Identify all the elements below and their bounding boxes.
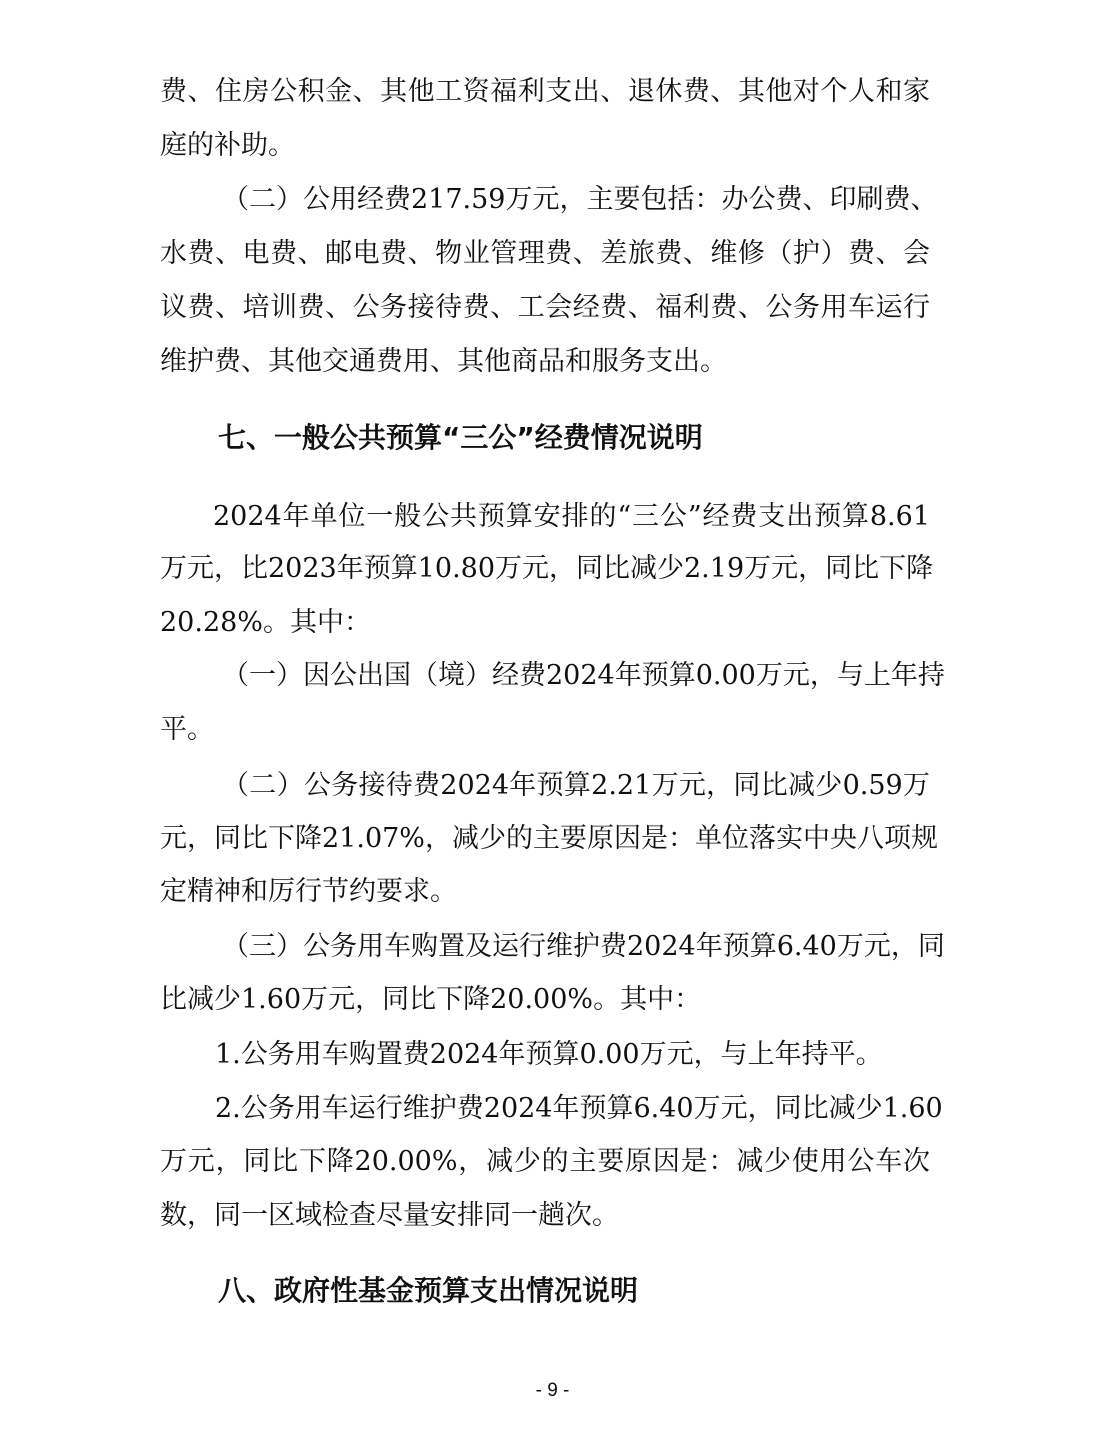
body-text-line: 定精神和厉行节约要求。 — [160, 876, 457, 907]
body-text-line: 水费、电费、邮电费、物业管理费、差旅费、维修（护）费、会 — [160, 238, 930, 269]
body-text-line: 庭的补助。 — [160, 130, 295, 161]
body-text-line: 2024年单位一般公共预算安排的“三公”经费支出预算8.61 — [213, 501, 930, 532]
list-item-vehicle-purchase: 1.公务用车购置费2024年预算0.00万元，与上年持平。 — [215, 1039, 883, 1070]
body-text-line: 费、住房公积金、其他工资福利支出、退休费、其他对个人和家 — [160, 76, 930, 107]
section-heading-8: 八、政府性基金预算支出情况说明 — [218, 1274, 639, 1307]
body-text-line: 元，同比下降21.07%，减少的主要原因是：单位落实中央八项规 — [160, 823, 938, 854]
body-text-line: 平。 — [160, 714, 214, 745]
section-heading-7: 七、一般公共预算“三公”经费情况说明 — [218, 421, 703, 454]
body-text-line: 维护费、其他交通费用、其他商品和服务支出。 — [160, 346, 727, 377]
body-text-line: （二）公务接待费2024年预算2.21万元，同比减少0.59万 — [222, 770, 930, 801]
body-text-line: 20.28%。其中： — [160, 607, 371, 638]
body-text-line: 万元，同比下降20.00%，减少的主要原因是：减少使用公车次 — [160, 1146, 930, 1177]
body-text-line: （三）公务用车购置及运行维护费2024年预算6.40万元，同 — [222, 931, 945, 962]
body-text-line: （二）公用经费217.59万元，主要包括：办公费、印刷费、 — [222, 184, 938, 215]
page-number: - 9 - — [535, 1380, 570, 1401]
body-text-line: 比减少1.60万元，同比下降20.00%。其中： — [160, 984, 702, 1015]
body-text-line: 万元，比2023年预算10.80万元，同比减少2.19万元，同比下降 — [160, 553, 934, 584]
list-item-vehicle-operation: 2.公务用车运行维护费2024年预算6.40万元，同比减少1.60 — [215, 1093, 943, 1124]
body-text-line: （一）因公出国（境）经费2024年预算0.00万元，与上年持 — [222, 660, 945, 691]
body-text-line: 议费、培训费、公务接待费、工会经费、福利费、公务用车运行 — [160, 292, 930, 323]
body-text-line: 数，同一区域检查尽量安排同一趟次。 — [160, 1200, 619, 1231]
